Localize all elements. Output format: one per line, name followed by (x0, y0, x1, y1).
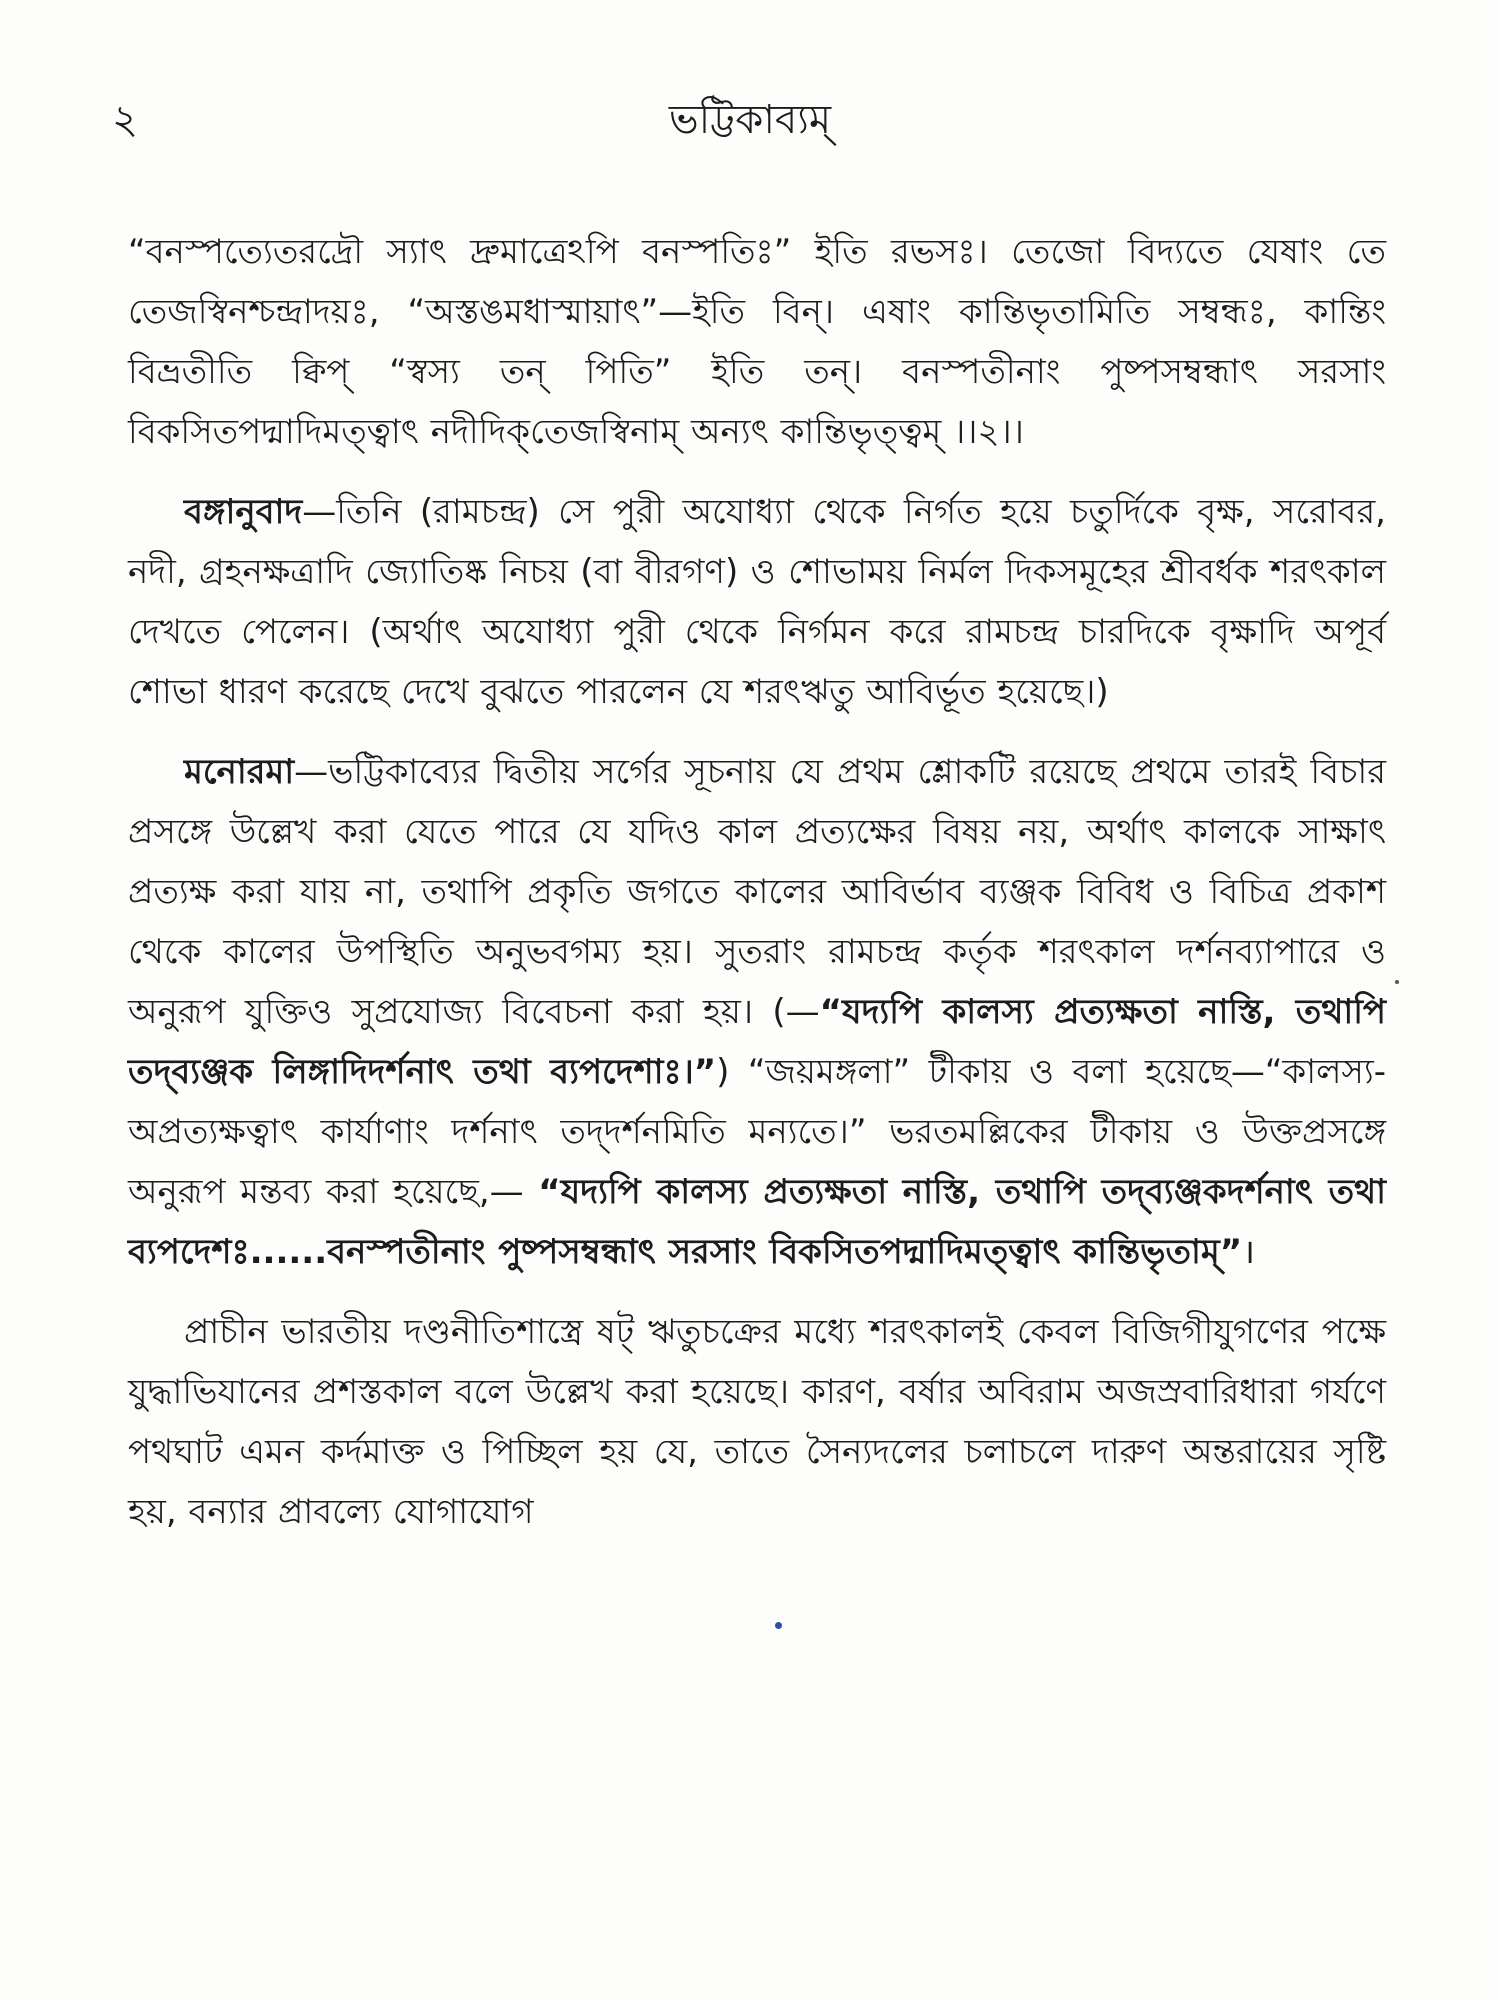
closing-paragraph (128, 1302, 1386, 1542)
manorama-text-1: —ভট্টিকাব্যের দ্বিতীয় সর্গের সূচনায় যে প্রথম শ্লোকটি রয়েছে প্রথমে তারই বিচার প্রসঙ্গে উল্লেখ করা যেতে পারে যে যদিও কাল প্রত্যক্ষের বিষয় নয়, অর্থাৎ কালকে সাক্ষাৎ প্রত্যক্ষ করা যায় না, তথাপি প্রকৃতি জগতে কালের আবির্ভাব ব্যঞ্জক বিবিধ ও বিচিত্র প্রকাশ থেকে কালের উপস্থিতি অনুভবগম্য হয়। সুতরাং রামচন্দ্র কর্তৃক শরৎকাল দর্শনব্যাপারে ও অনুরূপ যুক্তিও সুপ্রযোজ্য বিবেচনা করা হয়। (— (128, 752, 1386, 1032)
closing-text: প্রাচীন ভারতীয় দণ্ডনীতিশাস্ত্রে ষট্ ঋতুচক্রের মধ্যে শরৎকালই কেবল বিজিগীযুগণের পক্ষে যুদ্ধাভিযানের প্রশস্তকাল বলে উল্লেখ করা হয়েছে। কারণ, বর্ষার অবিরাম অজস্রবারিধারা গর্যণে পথঘাট এমন কর্দমাক্ত ও পিচ্ছিল হয় যে, তাতে সৈন্যদলের চলাচলে দারুণ অন্তরায়ের সৃষ্টি হয়, বন্যার প্রাবল্যে যোগাযোগ (128, 1312, 1386, 1532)
manorama-text-3: । (1242, 1232, 1255, 1272)
running-title: ভট্টিকাব্যম্ (668, 97, 832, 143)
body-text (128, 222, 1386, 1562)
translation-text: —তিনি (রামচন্দ্র) সে পুরী অযোধ্যা থেকে নির্গত হয়ে চতুর্দিকে বৃক্ষ, সরোবর, নদী, গ্রহনক্ষত্রাদি জ্যোতিষ্ক নিচয় (বা বীরগণ) ও শোভাময় নির্মল দিকসমূহের শ্রীবর্ধক শরৎকাল দেখতে পেলেন। (অর্থাৎ অযোধ্যা পুরী থেকে নির্গমন করে রামচন্দ্র চারদিকে বৃক্ষাদি অপূর্ব শোভা ধারণ করেছে দেখে বুঝতে পারলেন যে শরৎঋতু আবির্ভূত হয়েছে।) (128, 492, 1386, 712)
running-header (0, 92, 1500, 152)
commentary-text: “বনস্পত্যেতরদ্রৌ স্যাৎ দ্রুমাত্রেঽপি বনস্পতিঃ” ইতি রভসঃ। তেজো বিদ্যতে যেষাং তে তেজস্বিনশ্চন্দ্রাদয়ঃ, “অস্তঙমধাস্মায়াৎ”—ইতি বিন্। এষাং কান্তিভৃতামিতি সম্বন্ধঃ, কান্তিং বিভ্রতীতি ক্বিপ্ “স্বস্য তন্ পিতি” ইতি তন্। বনস্পতীনাং পুষ্পসম্বন্ধাৎ সরসাং বিকসিতপদ্মাদিমত্ত্বাৎ নদীদিক্‌তেজস্বিনাম্ অন্যৎ কান্তিভৃত্ত্বম্ ।।২।। (128, 232, 1386, 452)
ink-dot (775, 1622, 782, 1629)
manorama-heading: মনোরমা (184, 752, 295, 792)
manorama-quote-1: “যদ্যপি কালস্য প্রত্যক্ষতা নাস্তি, তথাপি তদ্‌ব্যঞ্জক লিঙ্গাদিদর্শনাৎ তথা ব্যপদেশাঃ।” (128, 992, 1386, 1092)
manorama-paragraph (128, 742, 1386, 1282)
commentary-paragraph (128, 222, 1386, 462)
scan-speck (1395, 980, 1399, 984)
manorama-quote-2: “যদ্যপি কালস্য প্রত্যক্ষতা নাস্তি, তথাপি তদ্‌ব্যঞ্জকদর্শনাৎ তথা ব্যপদেশঃ......বনস্পতীনাং পুষ্পসম্বন্ধাৎ সরসাং বিকসিতপদ্মাদিমত্ত্বাৎ কান্তিভৃতাম্” (128, 1172, 1386, 1272)
translation-paragraph (128, 482, 1386, 722)
translation-heading: বঙ্গানুবাদ (184, 492, 303, 532)
manorama-text-2: ) “জয়মঙ্গলা” টীকায় ও বলা হয়েছে—“কালস্য-অপ্রত্যক্ষত্বাৎ কার্যাণাং দর্শনাৎ তদ্‌দর্শনমিতি মন্যতে।” ভরতমল্লিকের টীকায় ও উক্তপ্রসঙ্গে অনুরূপ মন্তব্য করা হয়েছে,— (128, 1052, 1387, 1212)
page-number: ২ (112, 97, 139, 143)
